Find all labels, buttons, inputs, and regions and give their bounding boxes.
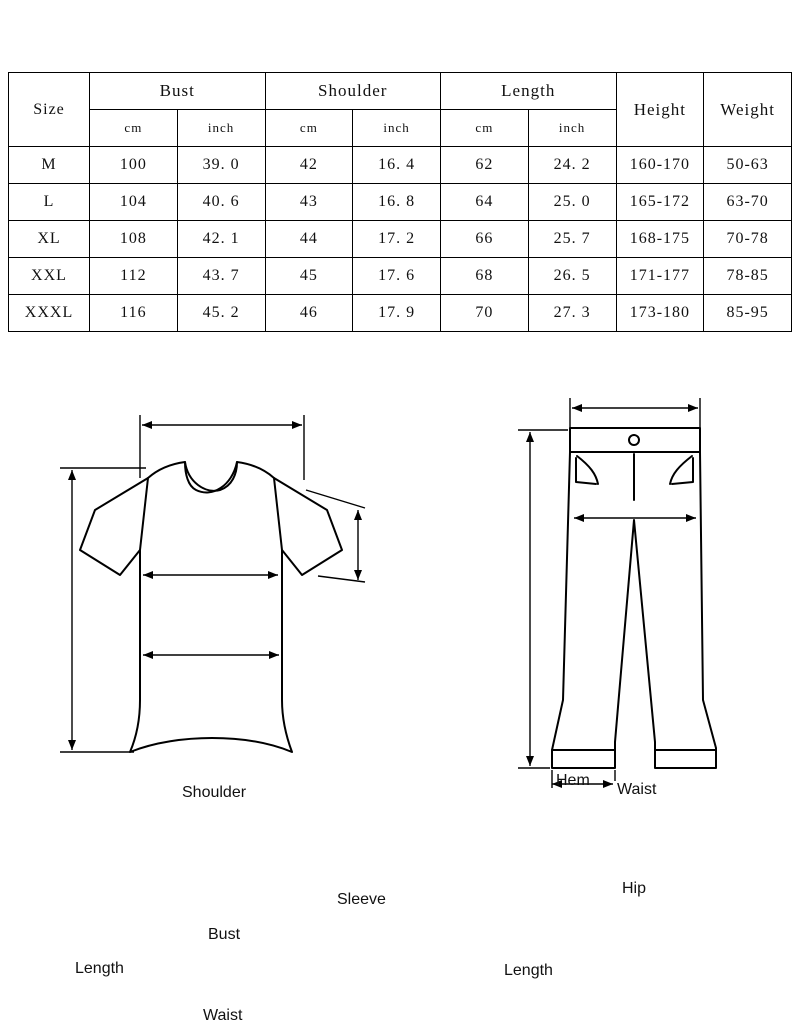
cell-shoulder-cm: 43 [265,184,353,221]
cell-length-inch: 24. 2 [528,147,616,184]
cell-height: 160-170 [616,147,704,184]
cell-bust-cm: 100 [90,147,178,184]
unit-bust-inch: inch [177,110,265,147]
cell-size: XXXL [9,295,90,332]
header-height: Height [616,73,704,147]
cell-shoulder-inch: 16. 4 [353,147,441,184]
table-row [9,184,792,221]
cell-shoulder-cm: 46 [265,295,353,332]
cell-length-inch: 27. 3 [528,295,616,332]
cell-size: L [9,184,90,221]
label-pants-hip: Hip [617,880,651,898]
cell-length-cm: 68 [441,258,529,295]
cell-length-cm: 66 [441,221,529,258]
label-shirt-shoulder: Shoulder [178,784,250,802]
cell-size: XL [9,221,90,258]
header-length: Length [441,73,617,110]
cell-weight: 50-63 [704,147,792,184]
cell-shoulder-cm: 44 [265,221,353,258]
unit-shoulder-inch: inch [353,110,441,147]
unit-bust-cm: cm [90,110,178,147]
label-shirt-length: Length [72,960,127,978]
size-chart-table [8,72,792,332]
cell-length-inch: 25. 0 [528,184,616,221]
cell-bust-inch: 40. 6 [177,184,265,221]
pants-figure [400,370,800,800]
label-shirt-waist: Waist [198,1007,247,1025]
header-weight: Weight [704,73,792,147]
unit-length-cm: cm [441,110,529,147]
cell-shoulder-cm: 42 [265,147,353,184]
cell-size: XXL [9,258,90,295]
unit-length-inch: inch [528,110,616,147]
measurement-diagrams [0,370,800,1024]
cell-length-cm: 62 [441,147,529,184]
label-shirt-bust: Bust [203,926,245,944]
label-shirt-sleeve: Sleeve [334,891,389,909]
cell-bust-inch: 45. 2 [177,295,265,332]
cell-bust-inch: 42. 1 [177,221,265,258]
cell-height: 171-177 [616,258,704,295]
table-header-group-row [9,73,792,110]
table-row [9,258,792,295]
header-shoulder: Shoulder [265,73,441,110]
label-pants-length: Length [501,962,556,980]
cell-weight: 85-95 [704,295,792,332]
cell-size: M [9,147,90,184]
cell-bust-cm: 108 [90,221,178,258]
unit-shoulder-cm: cm [265,110,353,147]
table-row [9,295,792,332]
cell-bust-inch: 43. 7 [177,258,265,295]
cell-weight: 78-85 [704,258,792,295]
cell-height: 173-180 [616,295,704,332]
cell-height: 168-175 [616,221,704,258]
cell-shoulder-inch: 17. 2 [353,221,441,258]
cell-weight: 70-78 [704,221,792,258]
cell-length-inch: 25. 7 [528,221,616,258]
header-size: Size [9,73,90,147]
cell-shoulder-inch: 16. 8 [353,184,441,221]
cell-shoulder-inch: 17. 9 [353,295,441,332]
table-row [9,221,792,258]
cell-shoulder-cm: 45 [265,258,353,295]
cell-bust-cm: 116 [90,295,178,332]
cell-shoulder-inch: 17. 6 [353,258,441,295]
cell-length-cm: 70 [441,295,529,332]
cell-weight: 63-70 [704,184,792,221]
table-row [9,147,792,184]
header-bust: Bust [90,73,266,110]
label-pants-waist: Waist [613,781,660,799]
cell-bust-inch: 39. 0 [177,147,265,184]
cell-length-cm: 64 [441,184,529,221]
cell-height: 165-172 [616,184,704,221]
cell-bust-cm: 112 [90,258,178,295]
tshirt-figure [0,370,400,800]
cell-bust-cm: 104 [90,184,178,221]
cell-length-inch: 26. 5 [528,258,616,295]
size-chart-table-container [8,72,792,332]
label-pants-hem: Hem [556,772,590,789]
